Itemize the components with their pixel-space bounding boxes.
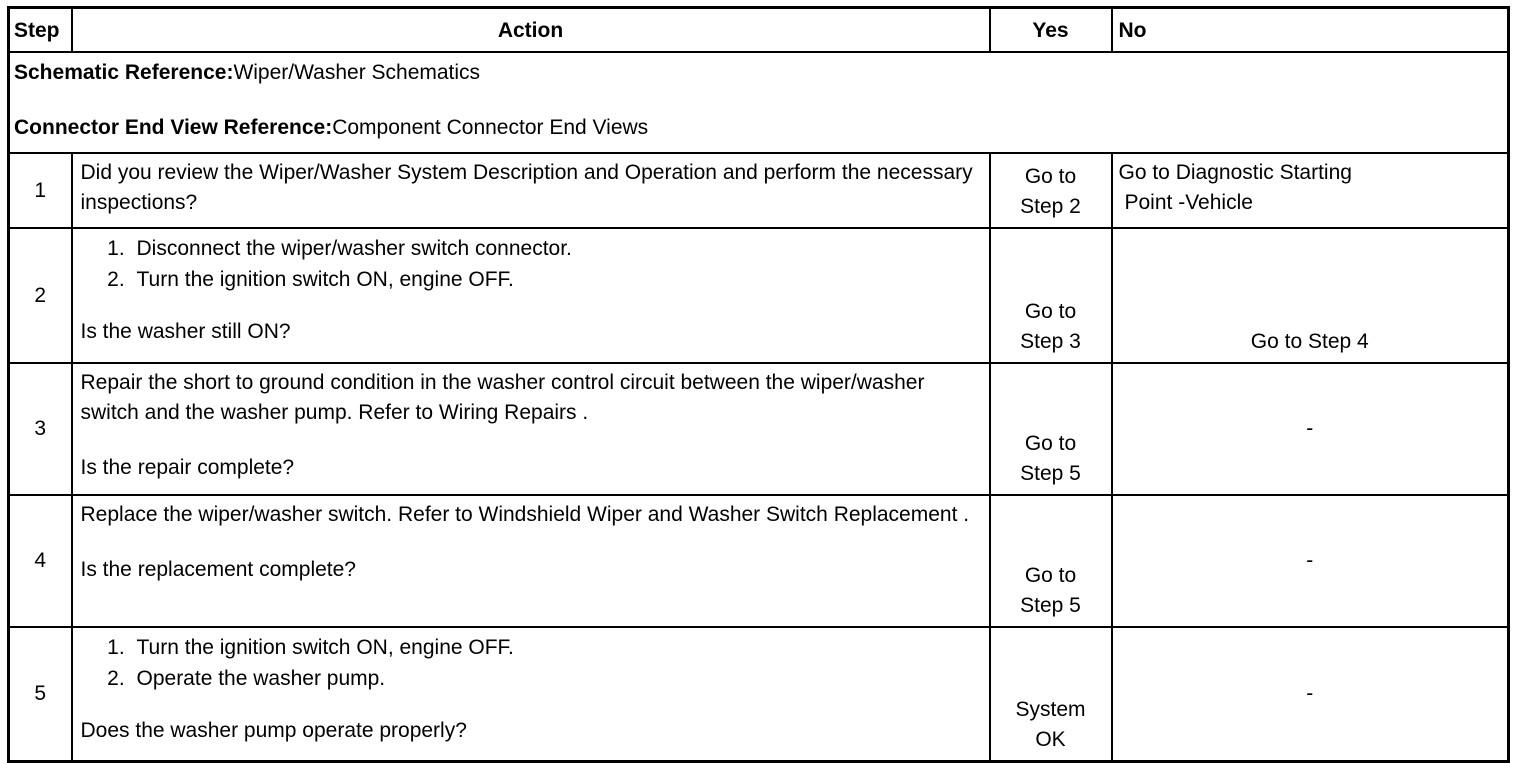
yes-line2: Step 3 <box>1020 330 1081 353</box>
substep: 1. Disconnect the wiper/washer switch connector. <box>131 233 983 264</box>
step-number: 1 <box>9 153 72 228</box>
schematic-reference <box>14 59 1501 87</box>
step-number: 2 <box>9 228 72 363</box>
substep-list <box>81 233 983 295</box>
step-number: 3 <box>9 363 72 495</box>
yes-line2: OK <box>1035 728 1066 751</box>
diagnostic-table <box>7 6 1510 763</box>
action-cell <box>72 627 990 762</box>
yes-line2: Step 5 <box>1020 462 1081 485</box>
header-action: Action <box>72 8 990 53</box>
table-row <box>9 627 1509 762</box>
table-row <box>9 153 1509 228</box>
action-cell <box>72 228 990 363</box>
step-number: 5 <box>9 627 72 762</box>
connector-reference-label: Connector End View Reference: <box>14 116 333 139</box>
substep: 2. Turn the ignition switch ON, engine OFF. <box>131 264 983 295</box>
no-cell[interactable]: Go to Step 4 <box>1112 228 1509 363</box>
yes-line1: System <box>1015 698 1086 721</box>
yes-line1: Go to <box>1024 300 1077 323</box>
action-text: Replace the wiper/washer switch. Refer to Windshield Wiper and Washer Switch Replacement . <box>80 503 970 526</box>
action-text: Repair the short to ground condition in the washer control circuit between the wiper/washer switch and the washer pump. Refer to Wiring Repairs . <box>80 371 925 424</box>
question-text: Is the replacement complete? <box>80 558 356 581</box>
connector-reference <box>14 114 1501 142</box>
no-cell: - <box>1112 627 1509 762</box>
schematic-reference-link[interactable]: Wiper/Washer Schematics <box>233 61 481 84</box>
substep-list <box>81 632 983 694</box>
header-row <box>9 8 1509 53</box>
references-cell <box>9 52 1509 153</box>
no-cell: - <box>1112 363 1509 495</box>
yes-cell[interactable] <box>990 627 1112 762</box>
yes-line1: Go to <box>1024 165 1077 188</box>
question-text: Is the washer still ON? <box>80 320 291 343</box>
question-text: Does the washer pump operate properly? <box>80 719 467 742</box>
step-number: 4 <box>9 495 72 627</box>
action-text: Did you review the Wiper/Washer System Description and Operation and perform the necessary inspections? <box>80 161 973 214</box>
no-cell: - <box>1112 495 1509 627</box>
no-line2: Point -Vehicle <box>1124 191 1253 214</box>
yes-line2: Step 2 <box>1020 195 1081 218</box>
yes-cell[interactable] <box>990 153 1112 228</box>
connector-reference-link[interactable]: Component Connector End Views <box>332 116 649 139</box>
action-cell <box>72 153 990 228</box>
references-row <box>9 52 1509 153</box>
table-row <box>9 363 1509 495</box>
header-no: No <box>1112 8 1509 53</box>
header-yes: Yes <box>990 8 1112 53</box>
yes-cell[interactable] <box>990 228 1112 363</box>
yes-line1: Go to <box>1024 432 1077 455</box>
table-row <box>9 495 1509 627</box>
action-cell <box>72 495 990 627</box>
yes-cell[interactable] <box>990 495 1112 627</box>
question-text: Is the repair complete? <box>80 456 295 479</box>
no-cell[interactable] <box>1112 153 1509 228</box>
substep: 2. Operate the washer pump. <box>131 663 983 694</box>
yes-line2: Step 5 <box>1020 594 1081 617</box>
yes-line1: Go to <box>1024 564 1077 587</box>
substep: 1. Turn the ignition switch ON, engine OFF. <box>131 632 983 663</box>
action-cell <box>72 363 990 495</box>
schematic-reference-label: Schematic Reference: <box>14 61 234 84</box>
no-line1: Go to Diagnostic Starting <box>1118 161 1352 184</box>
yes-cell[interactable] <box>990 363 1112 495</box>
table-row <box>9 228 1509 363</box>
header-step: Step <box>9 8 72 53</box>
